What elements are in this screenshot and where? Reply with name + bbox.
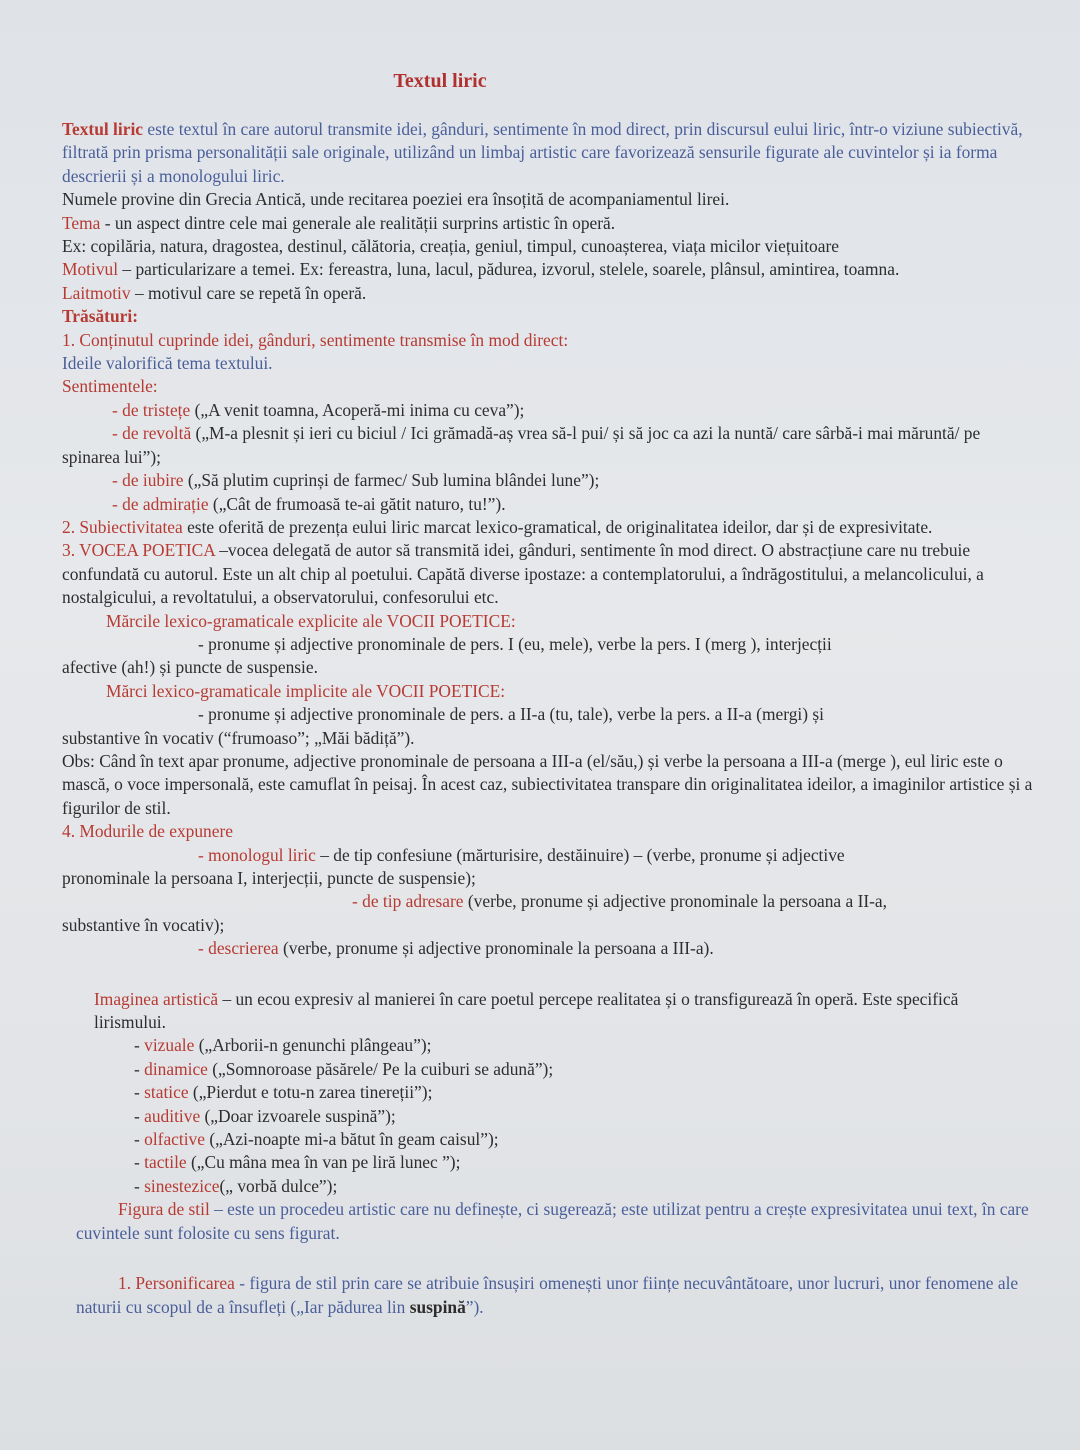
list-item (134, 1128, 1034, 1151)
sentiment-item (62, 493, 1034, 516)
motivul-term: Motivul (62, 259, 119, 280)
origin-line: Numele provine din Grecia Antică, unde recitarea poeziei era însoțită de acompaniamentul lirei. (62, 189, 730, 210)
figura-term: Figura de stil (118, 1199, 210, 1220)
mod-expunere-descriere (62, 937, 1034, 960)
list-item (134, 1105, 1034, 1128)
explicit-rest: afective (ah!) și puncte de suspensie. (62, 657, 318, 678)
laitmotiv-term: Laitmotiv (62, 282, 131, 303)
mod-expunere-monolog (62, 844, 1034, 867)
imagine-type: auditive (144, 1105, 201, 1126)
descriere-text: (verbe, pronume și adjective pronominale la persoana a III-a). (278, 938, 714, 959)
explicit-heading: Mărcile lexico-gramaticale explicite ale VOCII POETICE: (106, 610, 516, 631)
ideile-line: Ideile valorifică tema textului. (62, 353, 273, 374)
trasatura-3 (62, 539, 1034, 609)
motivul-line (62, 258, 1034, 281)
imagine-term: Imaginea artistică (94, 988, 219, 1009)
intro-text: este textul în care autorul transmite idei, gânduri, sentimente în mod direct, prin discursul eului liric, într-o viziune subiectivă, filtrată prin prisma personalității sale originale, utilizând un limbaj artistic care favorizează sensurile figurate ale cuvintelor și ia forma descrierii și a monologului liric. (62, 119, 1023, 186)
imagine-list (62, 1034, 1034, 1198)
imagine-type: vizuale (144, 1035, 195, 1056)
list-item (134, 1175, 1034, 1198)
vocea-poetica-text: –vocea delegată de autor să transmită idei, gânduri, sentimente în mod direct. O abstracțiune care nu trebuie confundată cu autorul. Este un alt chip al poetului. Capătă diverse ipostaze: a contemplatorului, a îndrăgostitului, a melancolicului, a nostalgicului, a revoltatului, a observatorului, confesorului etc. (62, 540, 984, 608)
vocea-poetica-term: 3. VOCEA POETICA (62, 540, 215, 561)
list-item (134, 1058, 1034, 1081)
sentiment-example: („A venit toamna, Acoperă-mi inima cu ceva”); (190, 399, 525, 420)
sentiment-example: („Să plutim cuprinși de farmec/ Sub lumina blândei lune”); (183, 470, 600, 491)
trasatura-4-heading: 4. Modurile de expunere (62, 821, 233, 842)
personificarea-paragraph (62, 1272, 1034, 1319)
sentiment-item (62, 399, 1034, 422)
tema-text: - un aspect dintre cele mai generale ale realității surprins artistic în operă. (100, 212, 616, 233)
implicit-rest: substantive în vocativ (“frumoaso”; „Măi bădiță”). (62, 727, 415, 748)
subiectivitatea-text: este oferită de prezența eului liric marcat lexico-gramatical, de originalitatea ideilor, dar și de expresivitate. (182, 516, 933, 537)
obs-paragraph: Obs: Când în text apar pronume, adjective pronominale de persoana a III-a (el/său,) și verbe la persoana a III-a (merge ), eul liric este o mască, o voce impersonală, este camuflat în peisaj. În acest caz, subiectivitatea transpare din originalitatea ideilor, a imaginilor artistice și a figurilor de stil. (62, 750, 1033, 818)
monolog-rest: pronominale la persoana I, interjecții, puncte de suspensie); (62, 868, 476, 888)
motivul-text: – particularizare a temei. Ex: fereastra, luna, lacul, pădurea, izvorul, stelele, soarele, plânsul, amintirea, toamna. (118, 259, 900, 280)
personificarea-emph: suspină (409, 1296, 466, 1317)
figura-paragraph (62, 1198, 1034, 1245)
laitmotiv-line (62, 282, 1034, 305)
imagine-type: sinestezice (144, 1175, 220, 1196)
imagine-example: („Azi-noapte mi-a bătut în geam caisul”); (204, 1129, 499, 1150)
trasaturi-heading: Trăsături: (62, 306, 138, 327)
list-item (134, 1151, 1034, 1174)
sentiment-item (62, 422, 1034, 469)
sentimentele-label: Sentimentele: (62, 376, 158, 397)
subiectivitatea-term: 2. Subiectivitatea (62, 516, 183, 537)
imagine-example: („Cu mâna mea în van pe liră lunec ”); (186, 1152, 461, 1173)
adresare-text: (verbe, pronume și adjective pronominale la persoana a II-a, (463, 891, 888, 912)
monolog-label: - monologul liric (198, 844, 316, 865)
personificarea-term: 1. Personificarea (118, 1273, 235, 1294)
imagine-type: statice (144, 1082, 189, 1103)
imagine-example: („Doar izvoarele suspină”); (200, 1105, 396, 1126)
imagine-example: („Somnoroase păsărele/ Pe la cuiburi se adună”); (207, 1058, 554, 1079)
figura-text: – este un procedeu artistic care nu definește, ci sugerează; este utilizat pentru a crește expresivitatea unui text, în care cuvintele sunt folosite cu sens figurat. (76, 1199, 1029, 1243)
sentiment-example: („Cât de frumoasă te-ai gătit naturo, tu!”). (208, 493, 506, 514)
monolog-text: – de tip confesiune (mărturisire, destăinuire) – (verbe, pronume și adjective (315, 844, 845, 865)
imagine-example: („ vorbă dulce”); (219, 1175, 338, 1196)
tema-line (62, 212, 1034, 235)
trasatura-1-heading: 1. Conținutul cuprinde idei, gânduri, sentimente transmise în mod direct: (62, 329, 569, 350)
adresare-label: - de tip adresare (352, 891, 464, 912)
imagine-type: tactile (144, 1152, 187, 1173)
imagine-paragraph (62, 988, 1034, 1035)
sentiment-label: - de revoltă (112, 423, 192, 444)
personificarea-end: ”). (465, 1296, 484, 1317)
personificarea-text: - figura de stil prin care se atribuie însușiri omenești unor ființe necuvântătoare, unor lucruri, unor fenomene ale naturii cu scopul de a însufleți („Iar pădurea lin (76, 1273, 1019, 1317)
imagine-text: – un ecou expresiv al manierei în care poetul percepe realitatea și o transfigurează în operă. Este specifică lirismului. (94, 988, 959, 1033)
mod-expunere-adresare (62, 890, 1034, 913)
list-item (134, 1081, 1034, 1104)
sentiment-label: - de admirație (112, 493, 209, 514)
imagine-type: olfactive (144, 1129, 205, 1150)
sentiment-label: - de tristețe (112, 399, 191, 420)
imagine-example: („Arborii-n genunchi plângeau”); (194, 1035, 432, 1056)
tema-term: Tema (62, 212, 101, 233)
sentiment-label: - de iubire (112, 470, 184, 491)
tema-examples: Ex: copilăria, natura, dragostea, destinul, călătoria, creația, geniul, timpul, cunoașterea, viața micilor viețuitoare (62, 236, 839, 257)
intro-term: Textul liric (62, 119, 143, 139)
implicit-first: - pronume și adjective pronominale de pers. a II-a (tu, tale), verbe la pers. a II-a (mergi) și (198, 704, 824, 725)
imagine-type: dinamice (144, 1058, 208, 1079)
explicit-first: - pronume și adjective pronominale de pers. I (eu, mele), verbe la pers. I (merg ), interjecții (198, 633, 832, 654)
sentiment-example: („M-a plesnit și ieri cu biciul / Ici grămadă-aș vrea să-l pui/ și să joc ca azi la nuntă/ care sârbă-i mai măruntă/ pe spinarea lui”); (62, 423, 981, 467)
list-item (134, 1034, 1034, 1057)
intro-paragraph (62, 118, 1034, 188)
page-title: Textul liric (393, 70, 487, 92)
laitmotiv-text: – motivul care se repetă în operă. (130, 282, 367, 303)
implicit-heading: Mărci lexico-gramaticale implicite ale VOCII POETICE: (106, 680, 506, 701)
document-body (62, 118, 1034, 1319)
imagine-example: („Pierdut e totu-n zarea tinereții”); (188, 1082, 433, 1103)
adresare-rest: substantive în vocativ); (62, 914, 225, 935)
trasatura-2 (62, 516, 1034, 539)
descriere-label: - descrierea (198, 938, 279, 959)
sentiment-item (62, 469, 1034, 492)
